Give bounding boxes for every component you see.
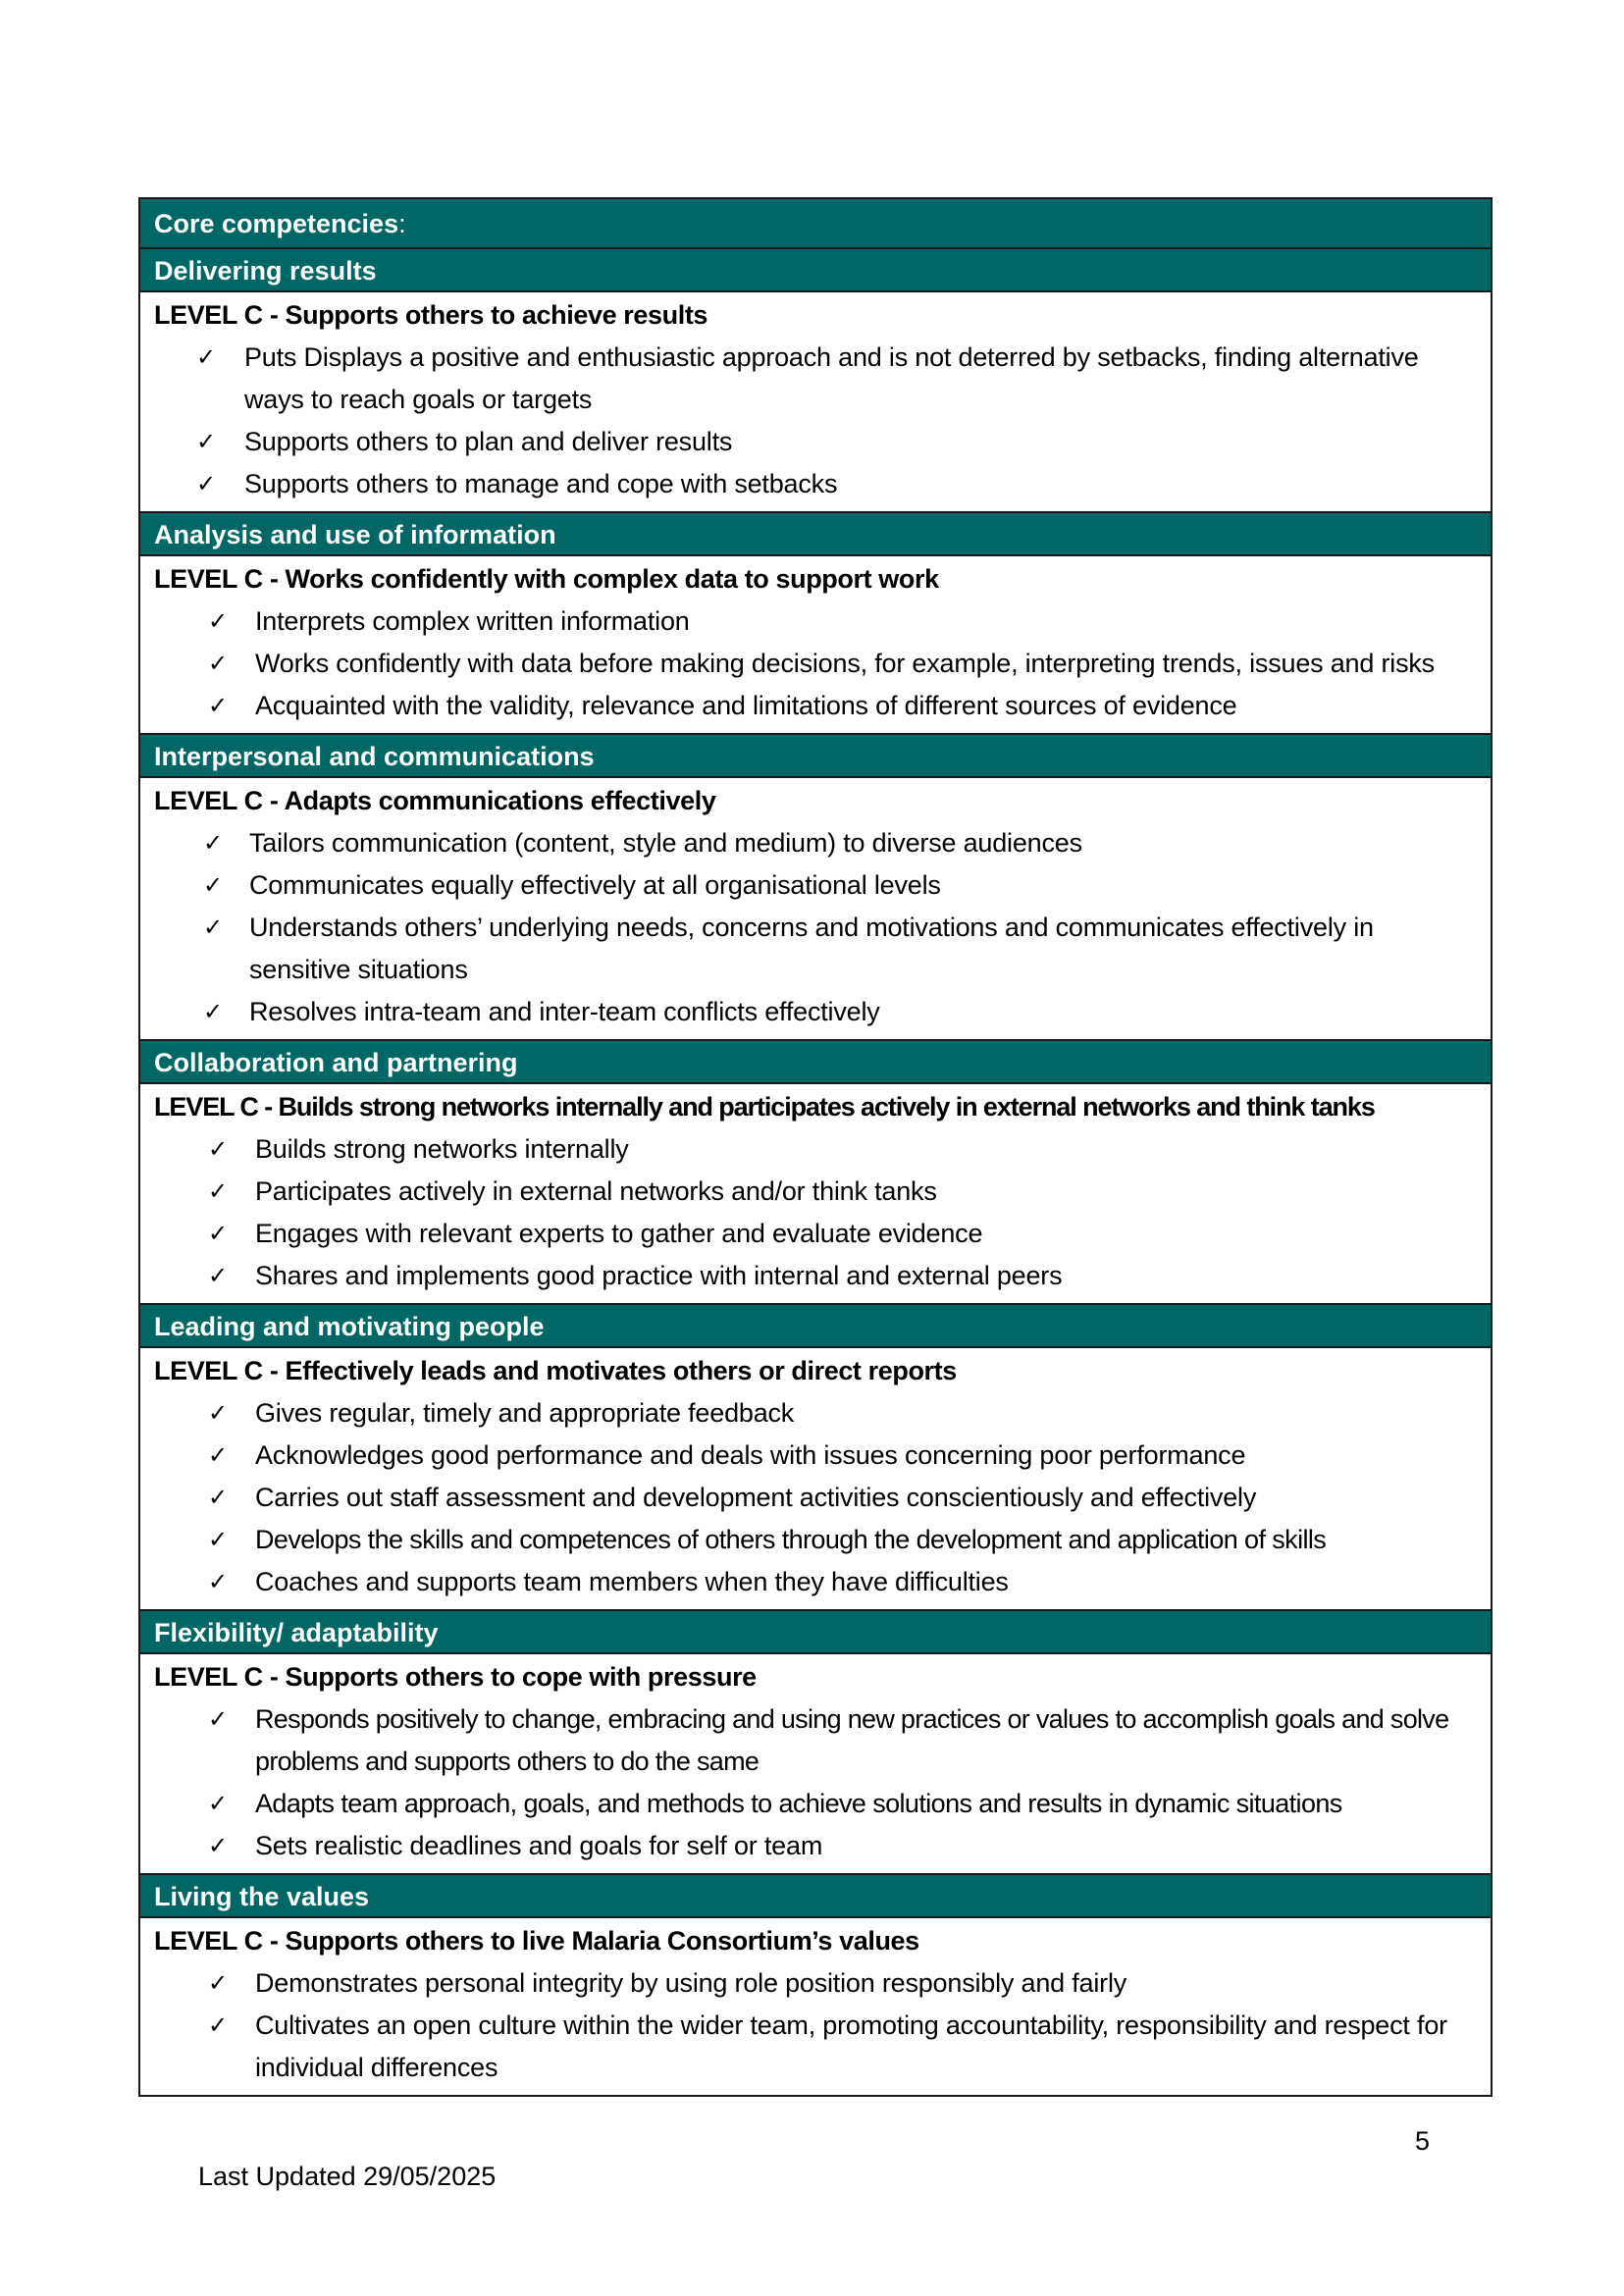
level-statement: LEVEL C - Builds strong networks internally and participates actively in external networks and think tanks bbox=[154, 1092, 1375, 1122]
level-statement: LEVEL C - Supports others to cope with pressure bbox=[154, 1662, 757, 1692]
checkmark-icon: ✓ bbox=[196, 343, 216, 371]
list-item: ✓ Sets realistic deadlines and goals for self or team bbox=[255, 1825, 1481, 1867]
checkmark-icon: ✓ bbox=[203, 829, 223, 857]
list-item: ✓ Shares and implements good practice with internal and external peers bbox=[255, 1255, 1481, 1297]
checkmark-icon: ✓ bbox=[208, 1969, 228, 1997]
table-title-colon: : bbox=[398, 209, 406, 238]
level-statement: LEVEL C - Effectively leads and motivates others or direct reports bbox=[154, 1356, 957, 1385]
list-item: ✓ Develops the skills and competences of others through the development and application of skills bbox=[255, 1519, 1481, 1561]
checkmark-icon: ✓ bbox=[208, 1484, 228, 1511]
section-body-delivering-results bbox=[140, 292, 1491, 513]
list-item: ✓ Supports others to manage and cope with setbacks bbox=[244, 463, 1481, 505]
list-item: ✓ Builds strong networks internally bbox=[255, 1128, 1481, 1171]
list-item: ✓ Carries out staff assessment and development activities conscientiously and effectively bbox=[255, 1477, 1481, 1519]
section-body-leading bbox=[140, 1348, 1491, 1611]
core-competencies-table bbox=[138, 197, 1493, 2097]
list-item: ✓ Interprets complex written information bbox=[255, 600, 1481, 643]
checkmark-icon: ✓ bbox=[208, 1262, 228, 1289]
list-item: ✓ Supports others to plan and deliver results bbox=[244, 421, 1481, 463]
competency-list bbox=[154, 1962, 1481, 2089]
list-item: ✓ Engages with relevant experts to gather and evaluate evidence bbox=[255, 1213, 1481, 1255]
list-item: ✓ Cultivates an open culture within the wider team, promoting accountability, responsibility and respect for individual differences bbox=[255, 2005, 1481, 2089]
checkmark-icon: ✓ bbox=[208, 1399, 228, 1427]
checkmark-icon: ✓ bbox=[208, 650, 228, 677]
section-heading-analysis: Analysis and use of information bbox=[140, 513, 1491, 556]
checkmark-icon: ✓ bbox=[208, 607, 228, 635]
page-number: 5 bbox=[1415, 2126, 1431, 2156]
level-statement: LEVEL C - Supports others to achieve results bbox=[154, 300, 708, 330]
level-statement: LEVEL C - Adapts communications effectively bbox=[154, 786, 716, 815]
section-heading-interpersonal: Interpersonal and communications bbox=[140, 735, 1491, 778]
competency-list bbox=[154, 822, 1481, 1033]
section-heading-delivering-results: Delivering results bbox=[140, 249, 1491, 292]
competency-list bbox=[154, 337, 1481, 505]
list-item: ✓ Tailors communication (content, style and medium) to diverse audiences bbox=[249, 822, 1481, 864]
section-heading-living-values: Living the values bbox=[140, 1875, 1491, 1918]
section-heading-leading: Leading and motivating people bbox=[140, 1305, 1491, 1348]
checkmark-icon: ✓ bbox=[208, 1832, 228, 1859]
checkmark-icon: ✓ bbox=[203, 913, 223, 941]
competency-list bbox=[154, 600, 1481, 727]
checkmark-icon: ✓ bbox=[208, 1790, 228, 1817]
list-item: ✓ Coaches and supports team members when they have difficulties bbox=[255, 1561, 1481, 1603]
list-item: ✓ Resolves intra-team and inter-team conflicts effectively bbox=[249, 991, 1481, 1033]
checkmark-icon: ✓ bbox=[208, 2011, 228, 2039]
list-item: ✓ Gives regular, timely and appropriate feedback bbox=[255, 1392, 1481, 1435]
list-item: ✓ Puts Displays a positive and enthusiastic approach and is not deterred by setbacks, finding alternative ways to reach goals or targets bbox=[244, 337, 1481, 421]
section-body-living-values bbox=[140, 1918, 1491, 2095]
section-body-interpersonal bbox=[140, 778, 1491, 1041]
list-item: ✓ Responds positively to change, embracing and using new practices or values to accomplish goals and solve problems and supports others to do the same bbox=[255, 1698, 1481, 1783]
checkmark-icon: ✓ bbox=[208, 1526, 228, 1553]
list-item: ✓ Participates actively in external networks and/or think tanks bbox=[255, 1171, 1481, 1213]
list-item: ✓ Demonstrates personal integrity by using role position responsibly and fairly bbox=[255, 1962, 1481, 2005]
list-item: ✓ Adapts team approach, goals, and methods to achieve solutions and results in dynamic situations bbox=[255, 1783, 1481, 1825]
last-updated-footer: Last Updated 29/05/2025 bbox=[198, 2162, 497, 2191]
list-item: ✓ Communicates equally effectively at all organisational levels bbox=[249, 864, 1481, 907]
section-body-analysis bbox=[140, 556, 1491, 735]
section-heading-flexibility: Flexibility/ adaptability bbox=[140, 1611, 1491, 1654]
checkmark-icon: ✓ bbox=[203, 871, 223, 899]
checkmark-icon: ✓ bbox=[208, 1441, 228, 1469]
competency-list bbox=[154, 1698, 1481, 1867]
list-item: ✓ Works confidently with data before making decisions, for example, interpreting trends, issues and risks bbox=[255, 643, 1481, 685]
checkmark-icon: ✓ bbox=[208, 1220, 228, 1247]
section-body-flexibility bbox=[140, 1654, 1491, 1875]
section-body-collaboration bbox=[140, 1084, 1491, 1305]
section-heading-collaboration: Collaboration and partnering bbox=[140, 1041, 1491, 1084]
list-item: ✓ Acknowledges good performance and deals with issues concerning poor performance bbox=[255, 1435, 1481, 1477]
checkmark-icon: ✓ bbox=[208, 1705, 228, 1733]
competency-list bbox=[154, 1128, 1481, 1297]
level-statement: LEVEL C - Works confidently with complex data to support work bbox=[154, 564, 939, 594]
checkmark-icon: ✓ bbox=[208, 1568, 228, 1595]
checkmark-icon: ✓ bbox=[208, 1135, 228, 1163]
list-item: ✓ Understands others’ underlying needs, concerns and motivations and communicates effectively in sensitive situations bbox=[249, 907, 1481, 991]
checkmark-icon: ✓ bbox=[203, 998, 223, 1025]
checkmark-icon: ✓ bbox=[208, 692, 228, 719]
table-title: Core competencies bbox=[154, 209, 399, 238]
checkmark-icon: ✓ bbox=[196, 470, 216, 497]
competency-list bbox=[154, 1392, 1481, 1603]
list-item: ✓ Acquainted with the validity, relevance and limitations of different sources of evidence bbox=[255, 685, 1481, 727]
checkmark-icon: ✓ bbox=[196, 428, 216, 455]
checkmark-icon: ✓ bbox=[208, 1177, 228, 1205]
level-statement: LEVEL C - Supports others to live Malaria Consortium’s values bbox=[154, 1926, 919, 1956]
table-title-row bbox=[140, 199, 1491, 249]
